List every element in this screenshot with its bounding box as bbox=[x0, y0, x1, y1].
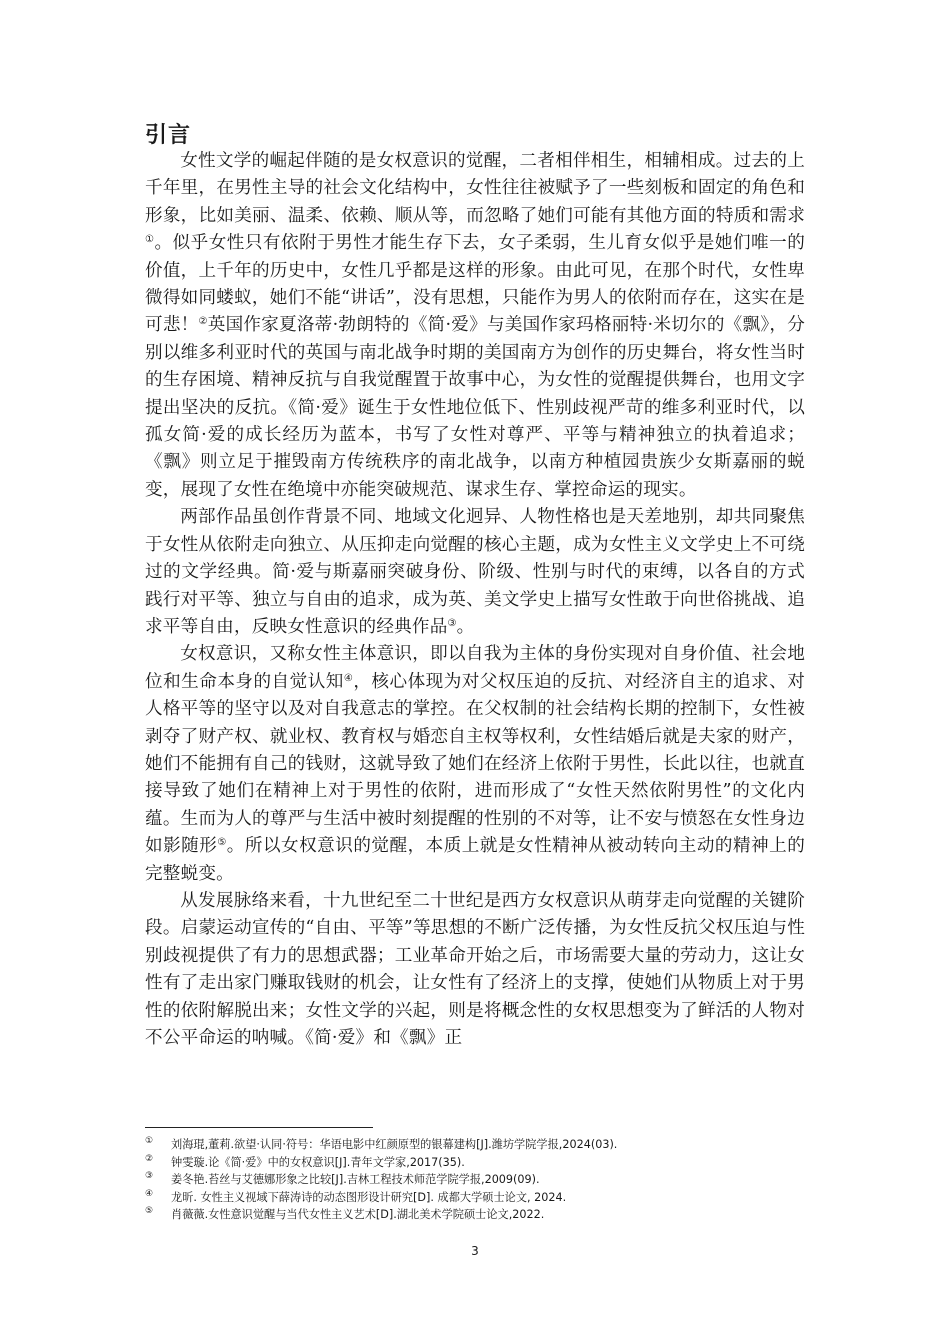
footnote-text: 姜冬艳.苔丝与艾德娜形象之比较[J].吉林工程技术师范学院学报,2009(09). bbox=[171, 1173, 540, 1187]
footnote-ref[interactable]: ③ bbox=[447, 617, 457, 629]
footnote-mark: ② bbox=[145, 1153, 154, 1164]
paragraph-text: 。似乎女性只有依附于男性才能生存下去，女子柔弱，生儿育女似乎是她们唯一的价值，上千年的历史中，女性几乎都是这样的形象。由此可见，在那个时代，女性卑微得如同蝼蚁，她们不能“讲话”，没有思想，只能作为男人的依附而存在，这实在是可悲！ bbox=[145, 233, 805, 336]
paragraph-text: 女权意识，又称女性主体意识，即以自我为主体的身份实现对自身价值、社会地位和生命本身的自觉认知 bbox=[145, 644, 805, 692]
footnote-separator bbox=[145, 1127, 373, 1128]
paragraph-text: 女性文学的崛起伴随的是女权意识的觉醒，二者相伴相生，相辅相成。过去的上千年里，在男性主导的社会文化结构中，女性往往被赋予了一些刻板和固定的角色和形象，比如美丽、温柔、依赖、顺从等，而忽略了她们可能有其他方面的特质和需求 bbox=[145, 151, 805, 226]
paragraph-text: 。 bbox=[456, 616, 475, 637]
body-text bbox=[145, 148, 805, 1052]
paragraph-2 bbox=[145, 504, 805, 641]
footnote-mark: ④ bbox=[145, 1188, 154, 1199]
paragraph-text: 英国作家夏洛蒂·勃朗特的《简·爱》与美国作家玛格丽特·米切尔的《飘》，分别以维多利亚时代的英国与南北战争时期的美国南方为创作的历史舞台，将女性当时的生存困境、精神反抗与自我觉醒置于故事中心，为女性的觉醒提供舞台，也用文字提出坚决的反抗。《简·爱》诞生于女性地位低下、性别歧视严苛的维多利亚时代，以孤女简·爱的成长经历为蓝本，书写了女性对尊严、平等与精神独立的执着追求；《飘》则立足于摧毁南方传统秩序的南北战争，以南方种植园贵族少女斯嘉丽的蜕变，展现了女性在绝境中亦能突破规范、谋求生存、掌控命运的现实。 bbox=[145, 315, 805, 500]
paragraph-1 bbox=[145, 148, 805, 504]
footnote-mark: ① bbox=[145, 1136, 154, 1146]
footnote-item bbox=[145, 1206, 825, 1224]
paragraph-4 bbox=[145, 888, 805, 1052]
footnote-ref[interactable]: ⑤ bbox=[217, 837, 227, 849]
paragraph-text: ，核心体现为对父权压迫的反抗、对经济自主的追求、对人格平等的坚守以及对自我意志的掌控。在父权制的社会结构长期的控制下，女性被剥夺了财产权、就业权、教育权与婚恋自主权等权利，女性结婚后就是夫家的财产，她们不能拥有自己的钱财，这就导致了她们在经济上依附于男性，长此以往，也就直接导致了她们在精神上对于男性的依附，进而形成了“女性天然依附男性”的文化内蕴。生而为人的尊严与生活中被时刻提醒的性别的不对等，让不安与愤怒在女性身边如影随形 bbox=[145, 671, 805, 857]
footnote-mark: ③ bbox=[145, 1171, 154, 1182]
page-number: 3 bbox=[471, 1244, 479, 1258]
footnote-text: 肖薇薇.女性意识觉醒与当代女性主义艺术[D].湖北美术学院硕士论文,2022. bbox=[171, 1208, 545, 1222]
footnotes bbox=[145, 1136, 825, 1224]
footnote-mark: ⑤ bbox=[145, 1206, 154, 1217]
footnote-text: 钟雯璇.论《简·爱》中的女权意识[J].青年文学家,2017(35). bbox=[171, 1155, 465, 1169]
paragraph-text: 两部作品虽创作背景不同、地域文化迥异、人物性格也是天差地别，却共同聚焦于女性从依附走向独立、从压抑走向觉醒的核心主题，成为女性主义文学史上不可绕过的文学经典。简·爱与斯嘉丽突破身份、阶级、性别与时代的束缚，以各自的方式践行对平等、独立与自由的追求，成为英、美文学史上描写女性敢于向世俗挑战、追求平等自由，反映女性意识的经典作品 bbox=[145, 507, 805, 637]
footnote-item bbox=[145, 1189, 825, 1207]
footnote-ref[interactable]: ④ bbox=[343, 672, 354, 684]
section-heading: 引言 bbox=[145, 123, 192, 148]
paragraph-text: 从发展脉络来看，十九世纪至二十世纪是西方女权意识从萌芽走向觉醒的关键阶段。启蒙运动宣传的“自由、平等”等思想的不断广泛传播，为女性反抗父权压迫与性别歧视提供了有力的思想武器；工业革命开始之后，市场需要大量的劳动力，这让女性有了走出家门赚取钱财的机会，让女性有了经济上的支撑，使她们从物质上对于男性的依附解脱出来；女性文学的兴起，则是将概念性的女权思想变为了鲜活的人物对不公平命运的呐喊。《简·爱》和《飘》正 bbox=[145, 890, 805, 1048]
footnote-ref[interactable]: ① bbox=[145, 234, 155, 246]
paragraph-text: 。所以女权意识的觉醒，本质上就是女性精神从被动转向主动的精神上的完整蜕变。 bbox=[145, 836, 805, 884]
footnote-item bbox=[145, 1171, 825, 1189]
footnote-item bbox=[145, 1136, 825, 1154]
footnote-text: 龙昕. 女性主义视域下薛涛诗的动态图形设计研究[D]. 成都大学硕士论文, 2024. bbox=[171, 1190, 567, 1204]
footnote-ref[interactable]: ② bbox=[198, 316, 208, 328]
footnote-item bbox=[145, 1154, 825, 1172]
footnote-text: 刘海琨,董莉.欲望·认同·符号：华语电影中红颜原型的银幕建构[J].潍坊学院学报,2024(03). bbox=[171, 1138, 618, 1151]
paragraph-3 bbox=[145, 641, 805, 888]
